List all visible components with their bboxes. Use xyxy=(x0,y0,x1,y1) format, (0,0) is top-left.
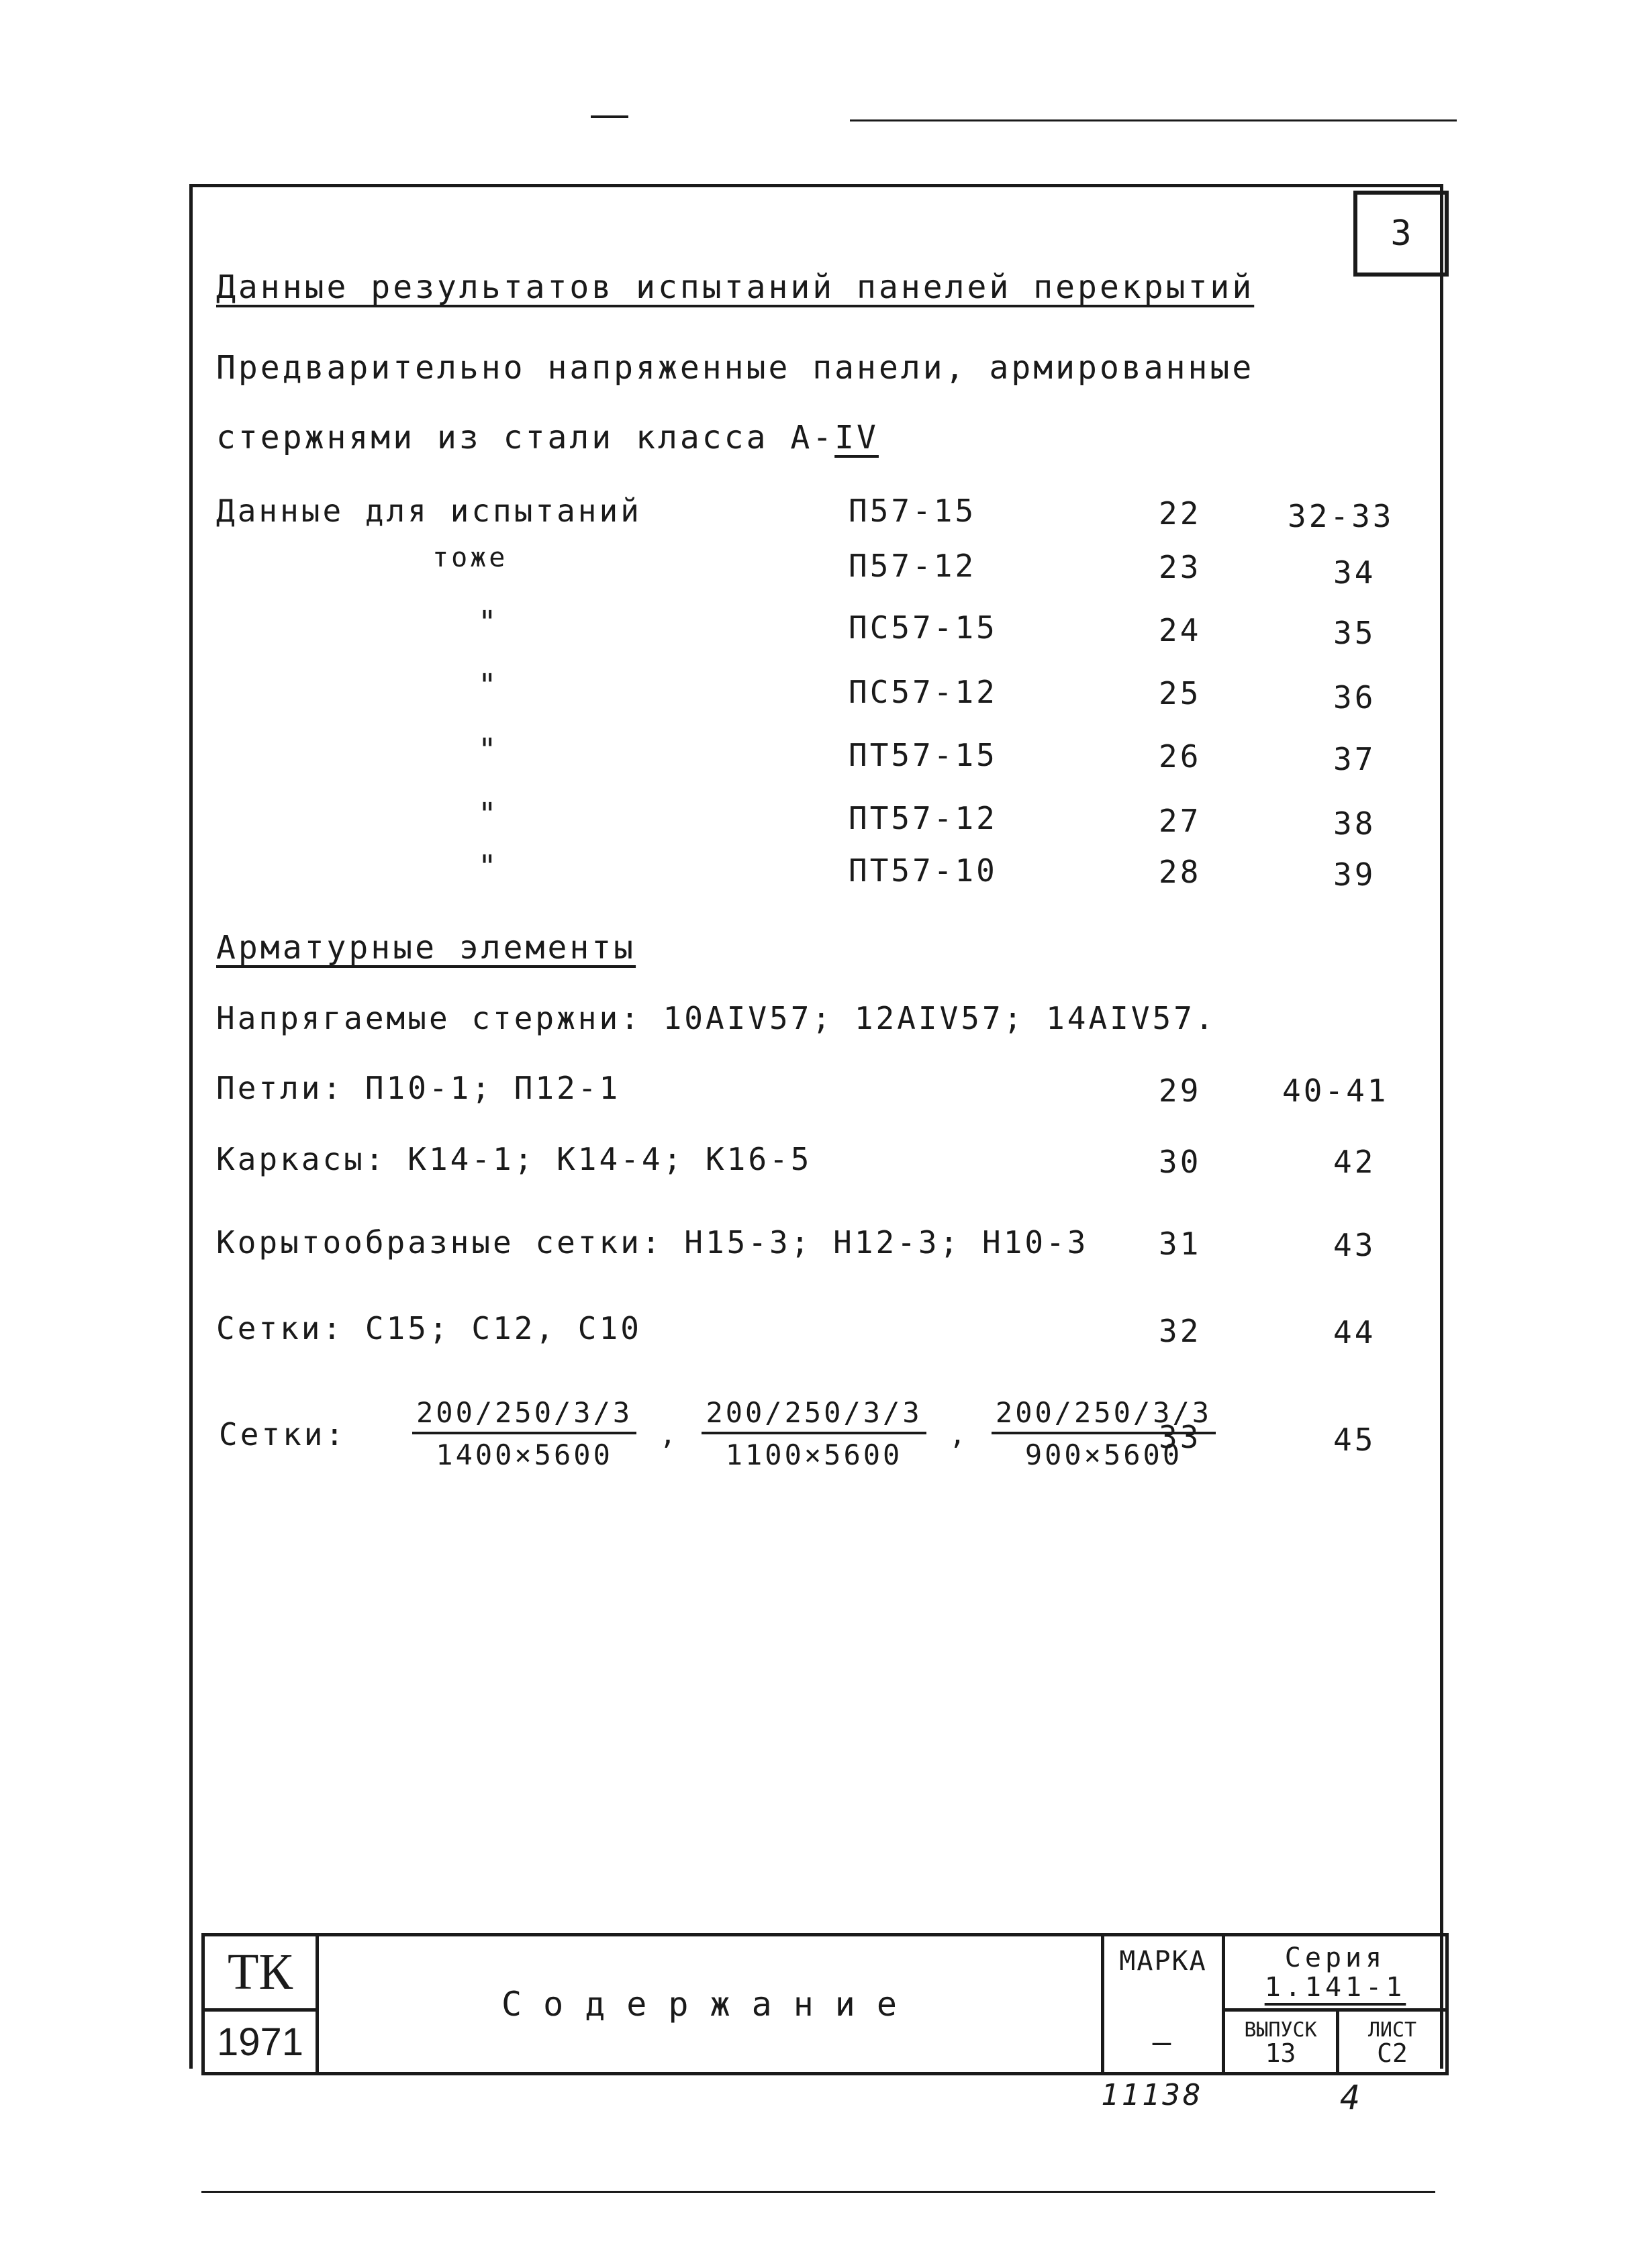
sheet-value: С2 xyxy=(1377,2038,1408,2068)
scan-mark-bottom xyxy=(201,2191,1435,2193)
mesh-fraction-denominator: 1100×5600 xyxy=(725,1438,903,1471)
armature-row-pages: 44 xyxy=(1333,1314,1376,1350)
armature-row-label: Сетки: С15; С12, С10 xyxy=(216,1310,642,1346)
panel-row-sheet: 28 xyxy=(1159,854,1202,890)
armature-row-sheet: 32 xyxy=(1159,1313,1202,1349)
panel-row-pages: 36 xyxy=(1333,679,1376,716)
series-value: 1.141-1 xyxy=(1264,1971,1406,2003)
armature-row-pages: 43 xyxy=(1333,1227,1376,1263)
panel-row-pages: 34 xyxy=(1333,554,1376,591)
panel-row-pages: 32-33 xyxy=(1288,498,1394,534)
panel-row-mark: ПТ57-10 xyxy=(849,852,998,889)
panel-row-label: тоже xyxy=(432,542,508,573)
panel-row-sheet: 24 xyxy=(1159,612,1202,648)
mesh-fraction-numerator: 200/250/3/3 xyxy=(412,1396,636,1434)
mark-value: — xyxy=(1152,2024,1174,2060)
panel-row-label: " xyxy=(478,796,499,832)
armature-row-pages: 40-41 xyxy=(1282,1073,1389,1109)
armature-row-sheet: 30 xyxy=(1159,1144,1202,1180)
panel-row-mark: ПС57-12 xyxy=(849,674,998,710)
steel-class: IV xyxy=(834,419,879,456)
panel-row-mark: ПТ57-12 xyxy=(849,800,998,836)
mesh-fractions xyxy=(412,1396,1216,1471)
panel-row-label: " xyxy=(478,732,499,768)
panel-row-pages: 39 xyxy=(1333,856,1376,893)
panel-row-pages: 38 xyxy=(1333,805,1376,842)
panel-row-mark: ПС57-15 xyxy=(849,609,998,646)
document-subtitle-line1: Предварительно напряженные панели, армированные xyxy=(216,349,1255,387)
mark-label: МАРКА xyxy=(1119,1946,1207,1977)
series-cell xyxy=(1225,1936,1445,2012)
issue-value: 13 xyxy=(1265,2038,1296,2068)
armature-row-sheet: 31 xyxy=(1159,1226,1202,1262)
inventory-number: 11138 xyxy=(1101,2078,1204,2112)
org-label: ТК xyxy=(227,1944,293,2000)
document-title: Данные результатов испытаний панелей перекрытий xyxy=(216,268,1255,306)
panel-row-label: " xyxy=(478,848,499,885)
panel-row-pages: 37 xyxy=(1333,741,1376,777)
panel-row-mark: П57-15 xyxy=(849,493,977,529)
panel-row-sheet: 26 xyxy=(1159,738,1202,775)
fraction-separator: , xyxy=(659,1417,679,1450)
mesh-fraction-numerator: 200/250/3/3 xyxy=(702,1396,926,1434)
sheet-number: 3 xyxy=(1390,213,1412,254)
title-block xyxy=(201,1933,1449,2075)
year-cell xyxy=(205,2012,319,2072)
panel-row-sheet: 22 xyxy=(1159,495,1202,532)
panel-row-sheet: 23 xyxy=(1159,549,1202,585)
issue-cell xyxy=(1225,2012,1339,2072)
mesh-fraction-numerator: 200/250/3/3 xyxy=(992,1396,1216,1434)
subtitle-line2-prefix: стержнями из стали класса А- xyxy=(216,419,835,456)
mesh-fraction-denominator: 1400×5600 xyxy=(436,1438,613,1471)
issue-label: ВЫПУСК xyxy=(1244,2018,1317,2042)
panel-row-sheet: 27 xyxy=(1159,803,1202,839)
document-subtitle-line2 xyxy=(216,419,879,456)
title-cell xyxy=(319,1936,1104,2072)
fraction-separator: , xyxy=(949,1417,969,1450)
sheet-number-box xyxy=(1353,191,1449,277)
mesh-fraction-denominator: 900×5600 xyxy=(1024,1438,1183,1471)
drawing-frame xyxy=(189,184,1443,2069)
armature-row-label: Корытообразные сетки: Н15-3; Н12-3; Н10-3 xyxy=(216,1224,1089,1261)
org-cell xyxy=(205,1936,319,2012)
panel-row-pages: 35 xyxy=(1333,615,1376,651)
panel-row-label: " xyxy=(478,604,499,640)
scan-mark-top-left xyxy=(591,115,628,118)
mark-label-cell xyxy=(1104,1936,1225,2012)
tensioned-rods-line: Напрягаемые стержни: 10АIV57; 12АIV57; 14АIV57. xyxy=(216,1000,1216,1036)
sheet-cell xyxy=(1339,2012,1445,2072)
armature-row-sheet: 29 xyxy=(1159,1073,1202,1109)
mark-value-cell xyxy=(1104,2012,1225,2072)
panel-row-label: Данные для испытаний xyxy=(216,493,642,529)
armature-row-pages: 42 xyxy=(1333,1144,1376,1180)
armature-row-label: Каркасы: К14-1; К14-4; К16-5 xyxy=(216,1141,812,1177)
sheet-label: ЛИСТ xyxy=(1367,2018,1417,2042)
mesh-row-pages: 45 xyxy=(1333,1422,1376,1458)
mesh-row-label: Сетки: xyxy=(219,1416,347,1452)
mesh-fraction xyxy=(702,1396,926,1471)
panel-row-mark: П57-12 xyxy=(849,548,977,584)
mesh-fraction xyxy=(412,1396,636,1471)
armature-heading: Арматурные элементы xyxy=(216,929,636,967)
page-number: 4 xyxy=(1340,2078,1363,2117)
armature-row-label: Петли: П10-1; П12-1 xyxy=(216,1070,621,1106)
panel-row-mark: ПТ57-15 xyxy=(849,737,998,773)
panel-row-sheet: 25 xyxy=(1159,675,1202,711)
scan-mark-top-right xyxy=(850,119,1457,121)
panel-row-label: " xyxy=(478,667,499,703)
block-title: Содержание xyxy=(501,1985,919,2024)
mesh-row-sheet: 33 xyxy=(1159,1419,1202,1455)
series-label: Серия xyxy=(1284,1942,1386,1973)
year-label: 1971 xyxy=(216,2020,304,2064)
